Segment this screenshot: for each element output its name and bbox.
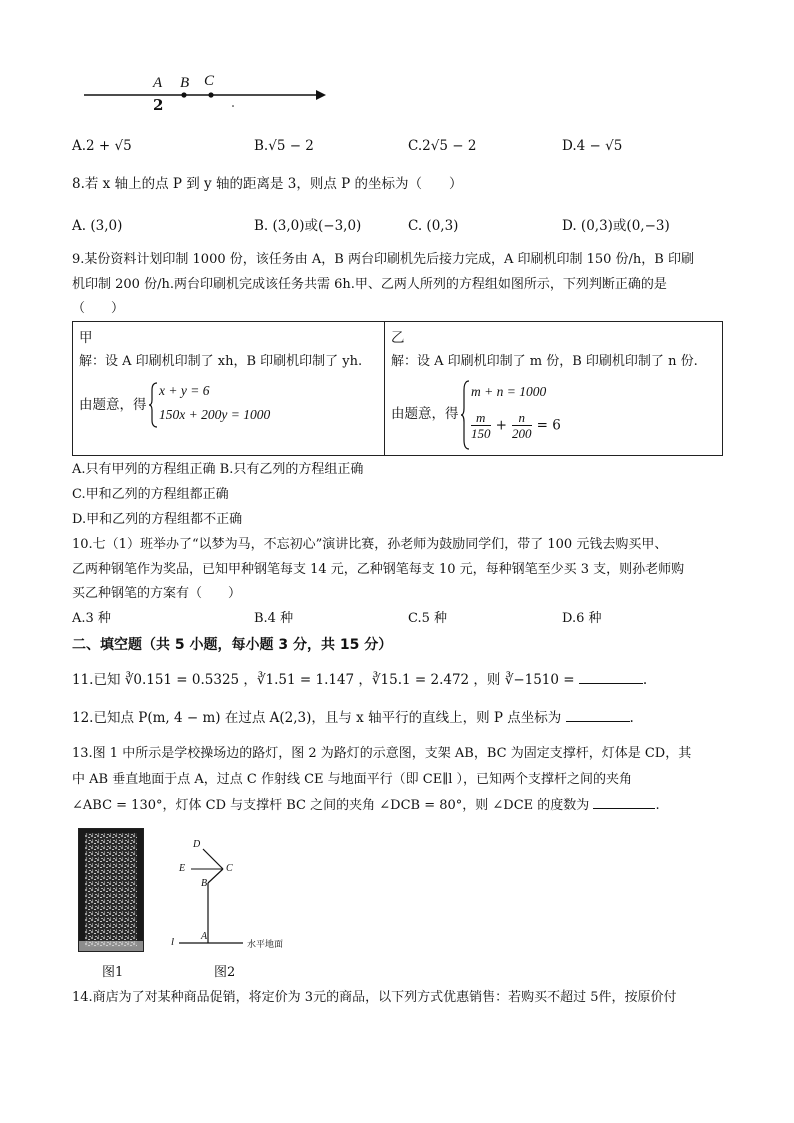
fig2-label-ground: 水平地面 bbox=[247, 940, 284, 950]
yi-eq1: m + n = 1000 bbox=[471, 384, 547, 399]
q11-answer-blank bbox=[579, 683, 643, 684]
yi-prefix: 由题意，得 bbox=[391, 406, 459, 422]
q8-option-a: A. (3,0) bbox=[72, 218, 123, 234]
jia-eq2: 150x + 200y = 1000 bbox=[159, 407, 271, 422]
section-fill-in-heading: 二、填空题（共 5 小题，每小题 3 分，共 15 分） bbox=[72, 637, 393, 653]
q10-option-d: D.6 种 bbox=[562, 611, 602, 626]
yi-rhs: = 6 bbox=[536, 417, 561, 434]
yi-plus: + bbox=[495, 417, 507, 434]
label-a: A bbox=[153, 75, 163, 91]
q10-option-c: C.5 种 bbox=[408, 611, 448, 626]
label-two: 2 bbox=[153, 96, 164, 114]
jia-brace bbox=[149, 382, 159, 428]
q11-stem: 11.已知 ∛0.151 = 0.5325 ，∛1.51 = 1.147 ，∛15.1 = 2.472 ，则 ∛−1510 = bbox=[72, 672, 575, 688]
yi-frac1: $\frac{m}{150}$ bbox=[471, 410, 491, 441]
number-line-figure bbox=[80, 72, 340, 114]
figure2-caption: 图2 bbox=[214, 965, 236, 980]
yi-title: 乙 bbox=[391, 330, 405, 346]
yi-eq2 bbox=[471, 410, 561, 441]
q14-text: 14.商店为了对某种商品促销，将定价为 3元的商品，以下列方式优惠销售：若购买不超过 5件，按原价付 bbox=[72, 990, 677, 1005]
q10-option-a: A.3 种 bbox=[72, 611, 111, 626]
q7-option-b: B.√5 − 2 bbox=[254, 138, 314, 154]
q9-option-d: D.甲和乙列的方程组都不正确 bbox=[72, 512, 243, 527]
q12-text: 12.已知点 P(m, 4 − m) 在过点 A(2,3)，且与 x 轴平行的直线上，则 P 点坐标为 . bbox=[72, 710, 634, 726]
lamp-cd bbox=[203, 849, 223, 869]
q8-option-c: C. (0,3) bbox=[408, 218, 459, 234]
q8-stem: 8.若 x 轴上的点 P 到 y 轴的距离是 3，则点 P 的坐标为（ ） bbox=[72, 176, 463, 192]
q12-stem: 12.已知点 P(m, 4 − m) 在过点 A(2,3)，且与 x 轴平行的直线上，则 P 点坐标为 bbox=[72, 710, 562, 726]
jia-eq1: x + y = 6 bbox=[159, 383, 210, 398]
q13-line1: 13.图 1 中所示是学校操场边的路灯，图 2 为路灯的示意图，支架 AB，BC 为固定支撑杆，灯体是 CD，其 bbox=[72, 746, 692, 761]
figure2-diagram bbox=[165, 835, 305, 957]
fig2-label-l: l bbox=[171, 936, 175, 948]
q10-line3: 买乙种钢笔的方案有（ ） bbox=[72, 586, 242, 601]
q13-answer-blank bbox=[593, 808, 655, 809]
figure1-texture bbox=[79, 829, 143, 951]
q10-option-b: B.4 种 bbox=[254, 611, 294, 626]
q13-line3: ∠ABC = 130°，灯体 CD 与支撑杆 BC 之间的夹角 ∠DCB = 80°，则 ∠DCE 的度数为 bbox=[72, 798, 590, 813]
figure2-svg bbox=[165, 835, 305, 957]
q13-line2: 中 AB 垂直地面于点 A，过点 C 作射线 CE 与地面平行（即 CE∥l ），已知两个支撑杆之间的夹角 bbox=[72, 772, 633, 787]
label-b: B bbox=[180, 75, 190, 91]
point-c bbox=[208, 92, 213, 97]
figure1-photo bbox=[78, 828, 144, 952]
q9-line3: （ ） bbox=[72, 301, 125, 316]
fig2-label-b: B bbox=[201, 878, 208, 889]
q8-option-d: D. (0,3)或(0,−3) bbox=[562, 218, 670, 234]
jia-prefix: 由题意，得 bbox=[79, 397, 147, 413]
label-c: C bbox=[204, 73, 215, 89]
q8-option-b: B. (3,0)或(−3,0) bbox=[254, 218, 362, 234]
yi-frac2: $\frac{n}{200}$ bbox=[512, 410, 532, 441]
jia-title: 甲 bbox=[79, 330, 93, 346]
q12-answer-blank bbox=[566, 721, 630, 722]
q9-option-c: C.甲和乙列的方程组都正确 bbox=[72, 487, 229, 502]
q9-line1: 9.某份资料计划印制 1000 份，该任务由 A，B 两台印刷机先后接力完成，A 印刷机印制 150 份/h，B 印刷 bbox=[72, 252, 694, 267]
point-b bbox=[181, 92, 186, 97]
q7-option-c: C.2√5 − 2 bbox=[408, 138, 477, 154]
fig2-label-c: C bbox=[226, 863, 233, 874]
fig2-label-a: A bbox=[201, 931, 208, 942]
q9-line2: 机印制 200 份/h.两台印刷机完成该任务共需 6h.甲、乙两人所列的方程组如图所示，下列判断正确的是 bbox=[72, 277, 667, 292]
q9-option-ab: A.只有甲列的方程组正确 B.只有乙列的方程组正确 bbox=[72, 462, 364, 477]
q7-option-d: D.4 − √5 bbox=[562, 138, 623, 154]
yi-brace bbox=[461, 380, 471, 450]
q7-option-a: A.2 + √5 bbox=[72, 138, 132, 154]
q11-text: 11.已知 ∛0.151 = 0.5325 ，∛1.51 = 1.147 ，∛15.1 = 2.472 ，则 ∛−1510 = . bbox=[72, 672, 648, 688]
q13-line3-wrap: ∠ABC = 130°，灯体 CD 与支撑杆 BC 之间的夹角 ∠DCB = 80°，则 ∠DCE 的度数为 . bbox=[72, 798, 660, 813]
q10-line2: 乙两种钢笔作为奖品，已知甲种钢笔每支 14 元，乙种钢笔每支 10 元，每种钢笔至少买 3 支，则孙老师购 bbox=[72, 562, 685, 577]
figure1-caption: 图1 bbox=[102, 965, 124, 980]
jia-setup: 解：设 A 印刷机印制了 xh，B 印刷机印制了 yh. bbox=[79, 354, 363, 369]
q9-table bbox=[72, 321, 723, 456]
fig2-label-e: E bbox=[179, 863, 186, 874]
arm-bc bbox=[208, 869, 223, 883]
fig2-label-d: D bbox=[193, 839, 201, 850]
q10-line1: 10.七（1）班举办了“以梦为马，不忘初心”演讲比赛，孙老师为鼓励同学们，带了 100 元钱去购买甲、 bbox=[72, 537, 668, 552]
yi-setup: 解：设 A 印刷机印制了 m 份，B 印刷机印制了 n 份. bbox=[391, 354, 698, 369]
